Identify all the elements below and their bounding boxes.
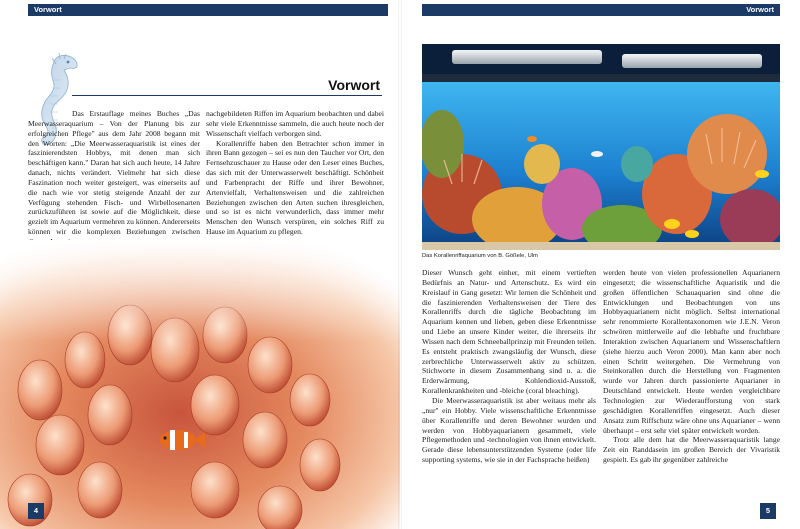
header-label-right: Vorwort [746, 5, 774, 14]
running-header-left [28, 4, 388, 16]
book-gutter [398, 0, 402, 529]
left-col1-paragraph-1: Das Erstauflage meines Buches „Das Meerwasseraquarium – Von der Planung bis zur erfolgreichen Pflege" aus dem Jahr 2008 begann mit den Worten: „Die Meerwasseraquaristik ist eines der faszinierendsten Hobbys, mit denen man sich beschäftigen kann." Daran hat sich auch heute, 14 Jahre danach, nichts verändert. Vielmehr hat sich diese Faszination noch weiter gesteigert, was einerseits auf die nach wie vor stetig steigende Anzahl der zur Verfügung stehenden Fisch- und Wirbellosenarten zurückzuführen ist sowie auf die Möglichkeit, diese gezielt im Aquarium vermehren zu können. Andererseits können wir die komplexen Beziehungen zwischen [28, 109, 200, 237]
running-header-right [422, 4, 780, 16]
right-col2-paragraph-2: Trotz alle dem hat die Meerwasseraquaristik lange Zeit ein Randdasein im großen Bereich der Vivaristik gespielt. Es gab ihr gegenüber zahlreiche [603, 435, 780, 465]
right-col1-paragraph-2: Die Meerwasseraquaristik ist aber weitaus mehr als „nur" ein Hobby. Viele wissenschaftliche Erkenntnisse über Korallenriffe und deren Bewohner wurden und werden von Hobbyaquarianern gesammelt, viele Pflegemethoden und -technologien von ihnen entwickelt. Gerade diese lebensunterstützenden Systeme (oder life supporting systems, wie sie in der Fachsprache heißen) [422, 395, 596, 465]
header-label-left: Vorwort [34, 5, 62, 14]
page-number-left: 4 [28, 503, 44, 519]
right-col2-paragraph-1: werden heute von vielen professionellen Aquarianern eingesetzt; die wissenschaftliche Aquaristik und die großen öffentlichen Schauaquarien sind ohne die Entwicklungen und Beobachtungen von uns Hobbyaquarianern nicht möglich. Selbst international sehr renommierte Korallentaxonomen wie J.E.N. Veron schwören mittlerweile auf die lebhafte und fruchtbare Interaktion zwischen Aquarianern und Wissenschaftlern (siehe hierzu auch Veron 2000). Man kann aber noch einen Schritt weitergehen. Die Vermehrung von Steinkorallen durch die Herstellung von Fragmenten wurde vor Jahren durch passionierte Aquarianer in Deutschland entwickelt. Heute werden vergleichbare Technologien zur Wiederaufforstung von stark geschädigten Korallenriffen eingesetzt. Auch dieser Ansatz zum Riffschutz wäre ohne uns Aquarianer – wenn überhaupt – erst sehr viel später entwickelt worden. [603, 268, 780, 435]
left-column-1 [28, 109, 200, 247]
chapter-title-row [72, 78, 382, 96]
right-page [400, 0, 800, 529]
chapter-title: Vorwort [328, 77, 380, 93]
right-col1-paragraph-1: Dieser Wunsch geht einher, mit einem vertieften Bedürfnis an Natur- und Artenschutz. Es wird ein Kreislauf in Gang gesetzt: Wir lernen die Schönheit und die faszinierenden Verhaltensweisen der Tiere des Korallenriffs durch die tägliche Beobachtung im Aquarium kennen und lieben, geben diese Erkenntnisse und Liebe an unsere Kinder weiter, die ihrerseits ihr Wissen nach dem Schneeballprinzip mit Freunden teilen. Es entsteht praktisch zwangsläufig der Wunsch, diese zerbrechliche Unterwasserwelt aktiv zu schützen. Stichworte in diesem Zusammenhang sind u. a. die Erderwärmung, Kohlendioxid-Ausstoß, Korallenkrankheiten und -bleiche (coral bleaching). [422, 268, 596, 396]
anemone-photo [0, 240, 400, 529]
aquarium-photo [422, 44, 780, 250]
left-column-2 [206, 109, 384, 237]
left-col2-paragraph-2: Korallenriffe haben den Betrachter schon immer in ihren Bann gezogen – sei es nun den Taucher vor Ort, den Fernsehzuschauer zu Hause oder den Leser eines Buches, das sich mit der Unterwasserwelt beschäftigt. Schönheit und Farbenpracht der Riffe und ihrer Bewohner, Artenvielfalt, Verhaltensweisen und die zahlreichen Beziehungen zwischen den Arten suchen ihresgleichen, und so ist es nicht verwunderlich, dass immer mehr Menschen den Wunsch verspüren, ein solches Riff zu Hause im Aquarium zu pflegen. [206, 138, 384, 237]
right-column-2 [603, 268, 780, 465]
aquarium-caption: Das Korallenriffaquarium von B. Gößele, Ulm [422, 253, 538, 259]
left-col2-paragraph-1: nachgebildeten Riffen im Aquarium beobachten und dabei sehr viele Erkenntnisse sammeln, die auch heute noch der Wissenschaft vielfach verborgen sind. [206, 109, 384, 138]
page-number-right: 5 [760, 503, 776, 519]
right-column-1 [422, 268, 596, 465]
